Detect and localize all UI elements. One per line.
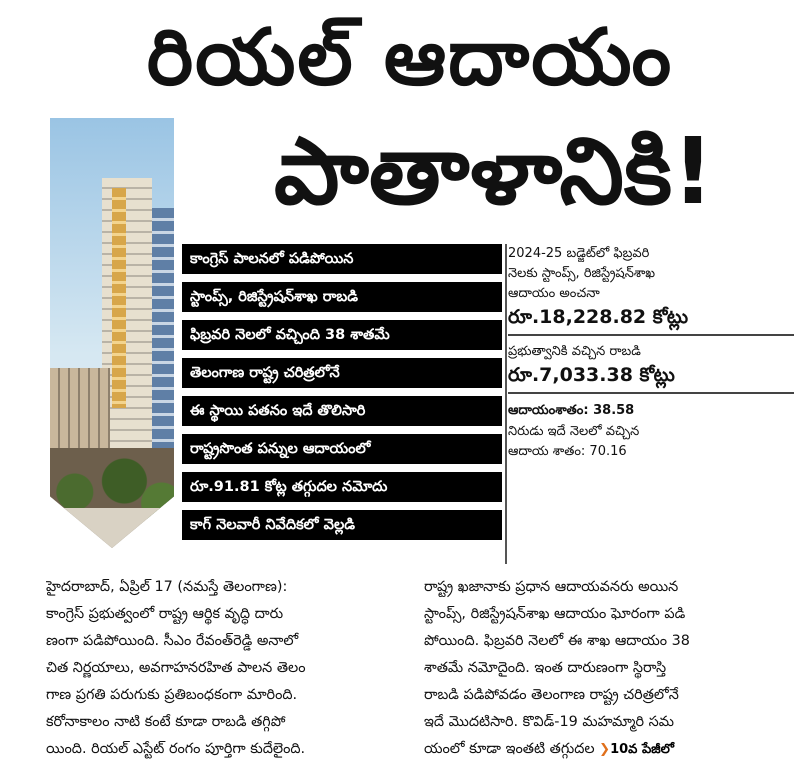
body-line: పోయింది. ఫిబ్రవరి నెలలో ఈ శాఖ ఆదాయం 38 [424, 633, 690, 649]
last-year-text: నిరుడు ఇదే నెలలో వచ్చిన [508, 424, 640, 439]
received-amount: రూ.7,033.38 కోట్లు [508, 364, 675, 386]
revenue-infobox [508, 244, 794, 462]
budget-amount: రూ.18,228.82 కోట్లు [508, 306, 689, 328]
continued-label: 10వ పేజీలో [610, 742, 675, 757]
key-points [182, 244, 502, 548]
budget-text: ఆదాయం అంచనా [508, 286, 600, 301]
body-line: యంలో కూడా ఇంతటి తగ్గుదల [424, 741, 595, 757]
body-line: కరోనాకాలం నాటి కంటే కూడా రాబడి తగ్గిపో [46, 714, 286, 730]
infobox-divider-line [505, 244, 507, 564]
key-point: తెలంగాణ రాష్ట్ర చరిత్రలోనే [182, 358, 502, 388]
received-label: ప్రభుత్వానికి వచ్చిన రాబడి [508, 344, 641, 359]
body-line: ఇదే మొదటిసారి. కొవిడ్-19 మహమ్మారి సమ [424, 714, 674, 730]
continued-link[interactable] [599, 736, 674, 763]
budget-text: నెలకు స్టాంప్స్, రిజిస్ట్రేషన్‌శాఖ [508, 266, 656, 281]
body-line: కాంగ్రెస్ ప్రభుత్వంలో రాష్ట్ర ఆర్థిక వృద్ధి దారు [46, 606, 284, 622]
divider [508, 392, 794, 394]
body-line: హైదరాబాద్, ఏప్రిల్ 17 (నమస్తే తెలంగాణ): [46, 579, 288, 595]
building-photo [50, 118, 174, 548]
budget-text: 2024-25 బడ్జెట్‌లో ఫిబ్రవరి [508, 246, 650, 261]
key-point: కాంగ్రెస్ పాలనలో పడిపోయిన [182, 244, 502, 274]
body-column-2 [424, 574, 794, 763]
key-point: రాష్ట్రసొంత పన్నుల ఆదాయంలో [182, 434, 502, 464]
key-point: ఈ స్థాయి పతనం ఇదే తొలిసారి [182, 396, 502, 426]
body-line: గాణ ప్రగతి పరుగుకు ప్రతిబంధకంగా మారింది. [46, 687, 298, 703]
key-point: స్టాంప్స్, రిజిస్ట్రేషన్‌శాఖ రాబడి [182, 282, 502, 312]
body-line: చిత నిర్ణయాలు, అవగాహనరహిత పాలన తెలం [46, 660, 306, 676]
key-point: ఫిబ్రవరి నెలలో వచ్చింది 38 శాతమే [182, 320, 502, 350]
headline-line1: రియల్ ఆదాయం [146, 13, 674, 103]
headline-line2: పాతాళానికి! [274, 118, 714, 225]
body-line-last [424, 736, 794, 763]
divider [508, 334, 794, 336]
photo-ground [50, 508, 174, 548]
last-year-text: ఆదాయ శాతం: 70.16 [508, 444, 627, 459]
body-line: ణంగా పడిపోయింది. సీఎం రేవంత్‌రెడ్డి అనాలో [46, 633, 299, 649]
photo-tower-gold [112, 188, 126, 408]
body-line: రాబడి పడిపోవడం తెలంగాణ రాష్ట్ర చరిత్రలోనే [424, 687, 679, 703]
body-line: రాష్ట్ర ఖజానాకు ప్రధాన ఆదాయవనరు అయిన [424, 579, 679, 595]
percent-label: ఆదాయంశాతం: 38.58 [508, 403, 635, 418]
arrow-icon: ❯ [599, 742, 611, 757]
body-line: యింది. రియల్ ఎస్టేట్ రంగం పూర్తిగా కుదేలైంది. [46, 741, 306, 757]
body-column-1 [46, 574, 416, 763]
body-line: శాతమే నమోదైంది. ఇంత దారుణంగా స్థిరాస్తి [424, 660, 667, 676]
body-line: స్టాంప్స్, రిజిస్ట్రేషన్‌శాఖ ఆదాయం ఘోరంగా పడి [424, 606, 686, 622]
key-point: రూ.91.81 కోట్ల తగ్గుదల నమోదు [182, 472, 502, 502]
key-point: కాగ్ నెలవారీ నివేదికలో వెల్లడి [182, 510, 502, 540]
